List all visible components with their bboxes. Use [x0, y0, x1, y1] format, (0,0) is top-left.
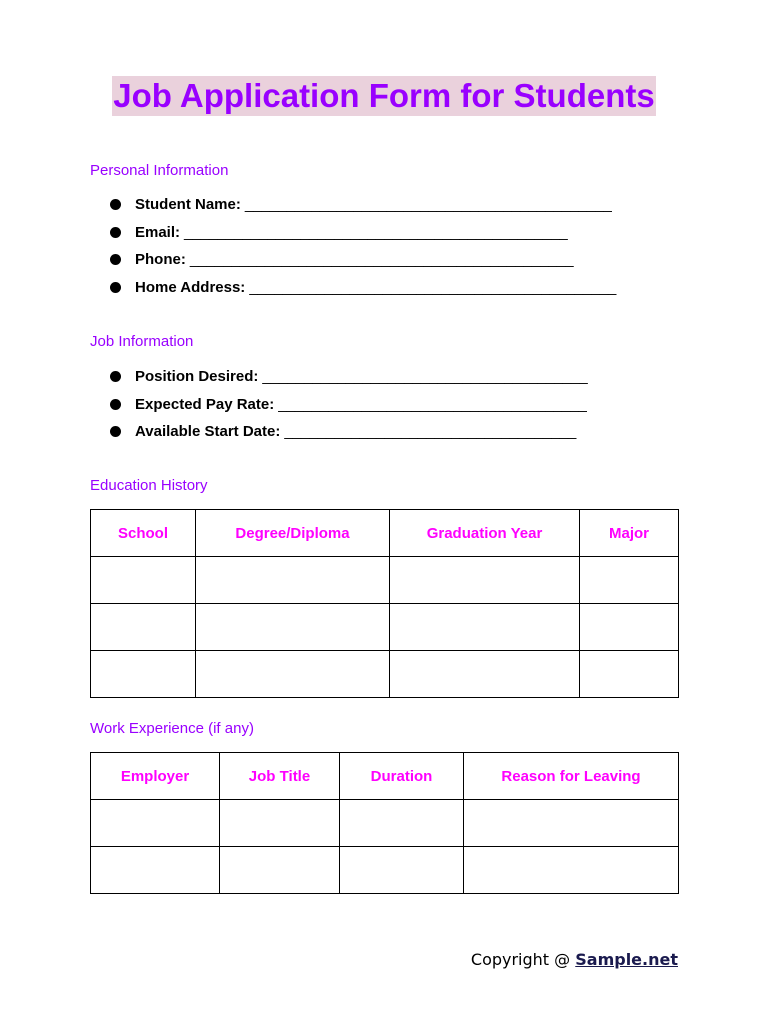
field-label: Email: — [135, 223, 181, 241]
field-label: Available Start Date: — [135, 423, 281, 441]
personal-field-list — [110, 191, 616, 301]
table-cell[interactable] — [580, 604, 679, 651]
table-cell[interactable] — [91, 651, 196, 698]
field-label: Student Name: — [135, 196, 241, 214]
field-available-start-date[interactable] — [110, 418, 588, 446]
table-cell[interactable] — [464, 847, 679, 894]
column-header-reason-for-leaving: Reason for Leaving — [464, 753, 679, 800]
table-cell[interactable] — [464, 800, 679, 847]
blank-line[interactable]: ____________________________________________ — [249, 278, 617, 296]
bullet-icon — [110, 426, 121, 437]
blank-line[interactable]: ______________________________________________ — [189, 251, 574, 269]
table-cell[interactable] — [580, 651, 679, 698]
table-cell[interactable] — [91, 557, 196, 604]
bullet-icon — [110, 254, 121, 265]
field-email[interactable] — [110, 219, 616, 247]
bullet-icon — [110, 199, 121, 210]
blank-line[interactable]: _____________________________________ — [278, 395, 587, 413]
section-heading-work: Work Experience (if any) — [90, 720, 254, 737]
table-cell[interactable] — [196, 557, 390, 604]
table-cell[interactable] — [220, 800, 340, 847]
table-cell[interactable] — [196, 604, 390, 651]
table-cell[interactable] — [91, 847, 220, 894]
column-header-job-title: Job Title — [220, 753, 340, 800]
column-header-school: School — [91, 510, 196, 557]
table-cell[interactable] — [580, 557, 679, 604]
blank-line[interactable]: ____________________________________________ — [244, 196, 612, 214]
table-row — [91, 557, 679, 604]
column-header-employer: Employer — [91, 753, 220, 800]
field-phone[interactable] — [110, 246, 616, 274]
job-field-list — [110, 363, 588, 446]
column-header-duration: Duration — [340, 753, 464, 800]
table-header-row — [91, 753, 679, 800]
page-title: Job Application Form for Students — [113, 77, 655, 114]
copyright-footer — [471, 950, 678, 969]
field-position-desired[interactable] — [110, 363, 588, 391]
field-label: Home Address: — [135, 278, 246, 296]
bullet-icon — [110, 282, 121, 293]
bullet-icon — [110, 371, 121, 382]
brand-link[interactable]: Sample.net — [575, 950, 678, 969]
table-cell[interactable] — [340, 800, 464, 847]
work-experience-table — [90, 752, 679, 894]
column-header-major: Major — [580, 510, 679, 557]
section-heading-job: Job Information — [90, 333, 194, 350]
field-expected-pay-rate[interactable] — [110, 391, 588, 419]
field-label: Phone: — [135, 251, 186, 269]
field-home-address[interactable] — [110, 274, 616, 302]
blank-line[interactable]: ___________________________________ — [284, 423, 577, 441]
table-row — [91, 604, 679, 651]
field-label: Expected Pay Rate: — [135, 395, 275, 413]
table-cell[interactable] — [220, 847, 340, 894]
table-cell[interactable] — [91, 604, 196, 651]
education-table — [90, 509, 679, 698]
field-label: Position Desired: — [135, 368, 259, 386]
table-cell[interactable] — [390, 604, 580, 651]
section-heading-education: Education History — [90, 477, 208, 494]
field-student-name[interactable] — [110, 191, 616, 219]
table-cell[interactable] — [390, 651, 580, 698]
table-row — [91, 800, 679, 847]
bullet-icon — [110, 227, 121, 238]
section-heading-personal: Personal Information — [90, 162, 229, 179]
table-cell[interactable] — [340, 847, 464, 894]
table-header-row — [91, 510, 679, 557]
table-cell[interactable] — [196, 651, 390, 698]
bullet-icon — [110, 399, 121, 410]
copyright-text: Copyright @ — [470, 950, 576, 969]
table-cell[interactable] — [390, 557, 580, 604]
table-row — [91, 651, 679, 698]
table-cell[interactable] — [91, 800, 220, 847]
blank-line[interactable]: _______________________________________ — [262, 368, 588, 386]
blank-line[interactable]: ______________________________________________ — [184, 223, 568, 241]
column-header-degree: Degree/Diploma — [196, 510, 390, 557]
column-header-graduation-year: Graduation Year — [390, 510, 580, 557]
table-row — [91, 847, 679, 894]
